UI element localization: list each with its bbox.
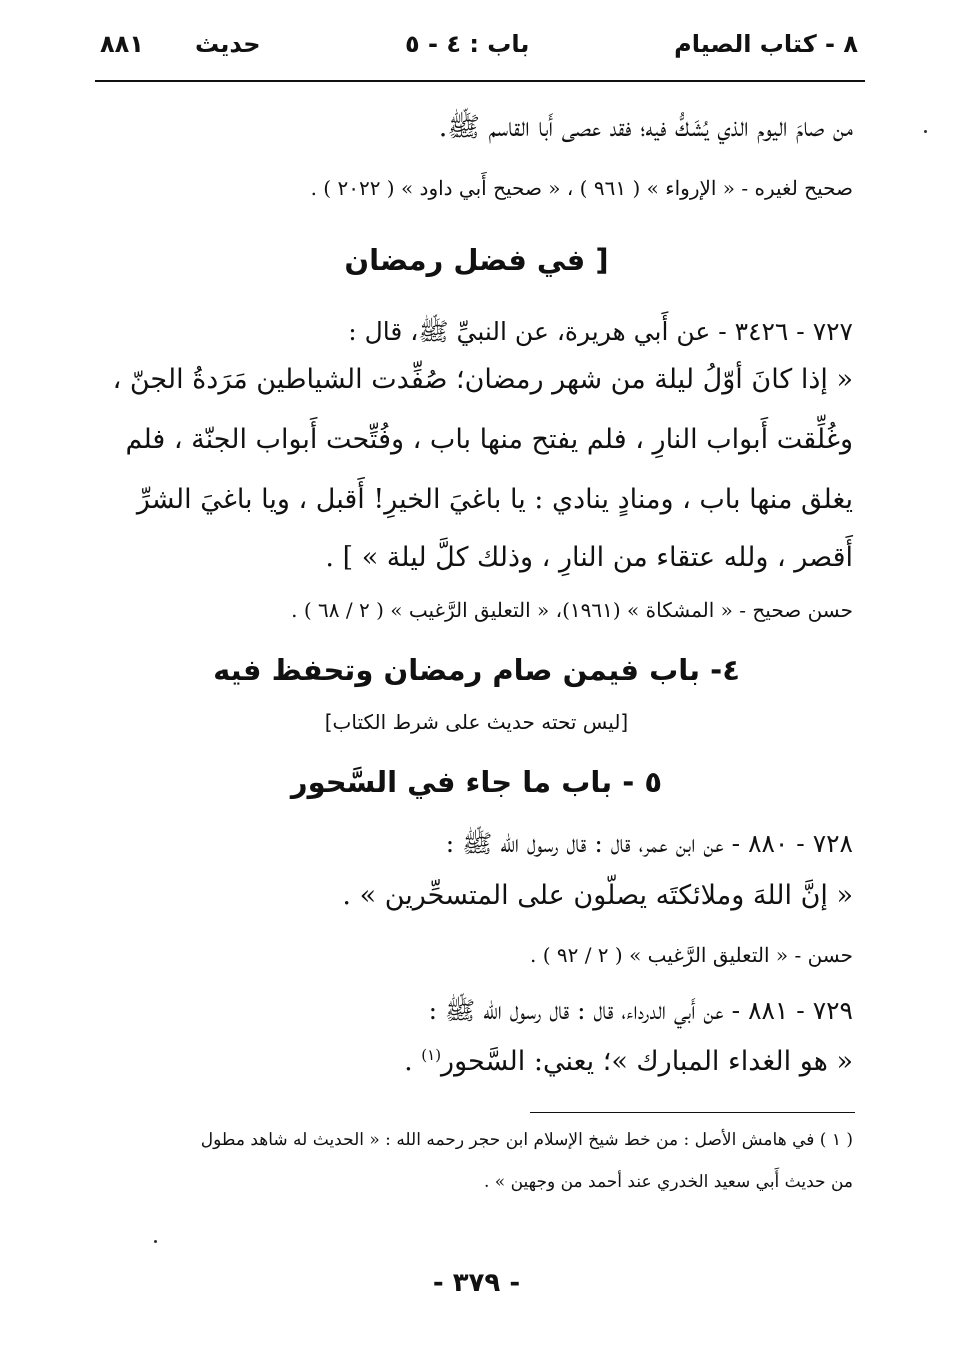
sentence-end: . (404, 1046, 413, 1077)
header-chapter: ٨ - كتاب الصيام (674, 30, 858, 58)
hadith-text-line: أَقصر ، ولله عتقاء من النارِ ، وذلك كلَّ ليلة » ] . (325, 542, 853, 573)
grading-line: حسن صحيح - « المشكاة » (١٩٦١)، « التعليق الرَّغيب » ( ٢ / ٦٨ ) . (291, 598, 853, 622)
header-hadith-label: حديث (195, 30, 261, 58)
hadith-number-line: ٧٢٧ - ٣٤٢٦ - عن أَبي هريرة، عن النبيِّ ﷺ، قال : (348, 317, 853, 346)
grading-line: صحيح لغيره - « الإرواء » ( ٩٦١ ) ، « صحيح أَبي داود » ( ٢٠٢٢ ) . (310, 176, 853, 200)
grading-line: حسن - « التعليق الرَّغيب » ( ٢ / ٩٢ ) . (529, 943, 853, 967)
margin-mark (924, 130, 927, 133)
hadith-text-line (404, 1046, 853, 1077)
header-rule (95, 80, 865, 82)
chapter-note: [ليس تحته حديث على شرط الكتاب] (324, 710, 629, 734)
stray-mark (154, 1240, 157, 1243)
hadith-text-line: « إذا كانَ أوّلُ ليلة من شهر رمضان؛ صُفِّدت الشياطين مَرَدةُ الجنّ ، (112, 364, 853, 395)
hadith-text: « هو الغداء المبارك »؛ يعني: السَّحور (441, 1046, 853, 1077)
hadith-text-line: من صامَ اليوم الذي يُشَكُّ فيه؛ فقد عصى أَبا القاسم ﷺ. (438, 112, 853, 143)
header-hadith-number: ٨٨١ (100, 30, 144, 58)
hadith-text-line: يغلق منها باب ، ومنادٍ ينادي : يا باغيَ الخيرِ! أَقبل ، ويا باغيَ الشرِّ (136, 484, 853, 515)
hadith-number-line: ٧٢٨ - ٨٨٠ - عن ابن عمر، قال : قال رسول الله ﷺ : (445, 829, 853, 858)
header-bab: باب : ٤ - ٥ (405, 30, 530, 58)
hadith-text-line: وغُلِّقت أَبواب النارِ ، فلم يفتح منها باب ، وفُتِّحت أَبواب الجنّة ، فلم (125, 424, 853, 455)
footnote-marker: (١) (421, 1046, 442, 1064)
section-heading: [ في فضل رمضان (344, 243, 609, 277)
footnote-rule (530, 1112, 855, 1113)
chapter-heading: ٥ - باب ما جاء في السَّحور (290, 765, 663, 799)
footnote-line: ( ١ ) في هامش الأصل : من خط شيخ الإسلام ابن حجر رحمه الله : « الحديث له شاهد مطول (200, 1130, 853, 1150)
page-number: - ٣٧٩ - (432, 1268, 521, 1298)
hadith-number-line: ٧٢٩ - ٨٨١ - عن أَبي الدرداء، قال : قال رسول الله ﷺ : (428, 996, 853, 1025)
hadith-text-line: « إنَّ اللهَ وملائكتَه يصلّون على المتسحِّرين » . (342, 880, 853, 911)
footnote-line: من حديث أَبي سعيد الخدري عند أحمد من وجهين » . (483, 1172, 853, 1192)
chapter-heading: ٤- باب فيمن صام رمضان وتحفظ فيه (213, 653, 740, 687)
